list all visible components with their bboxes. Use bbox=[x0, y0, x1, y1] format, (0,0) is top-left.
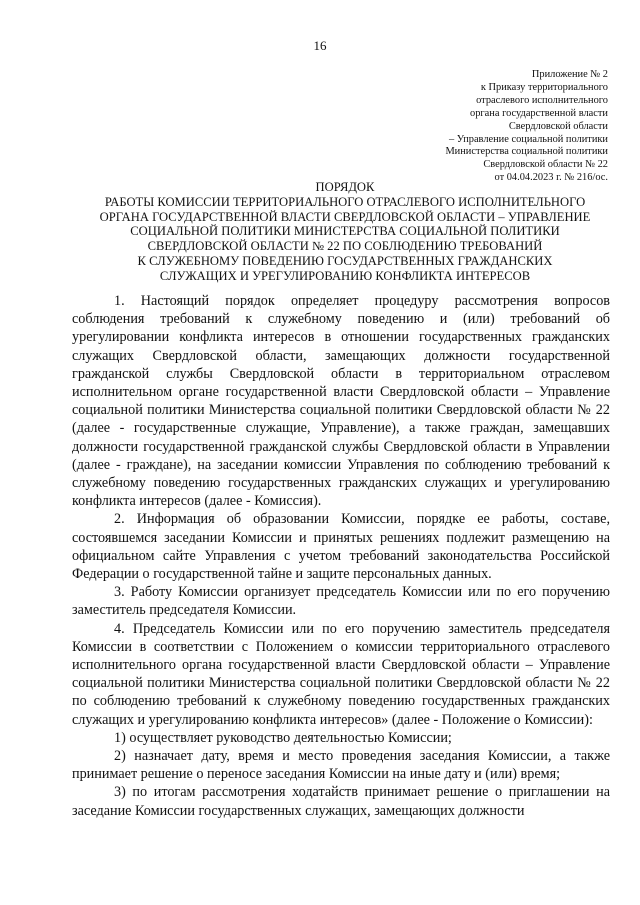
appendix-line: Министерства социальной политики bbox=[445, 146, 608, 158]
title-line: ПОРЯДОК bbox=[315, 180, 375, 194]
paragraph-1: 1. Настоящий порядок определяет процедуру рассмотрения вопросов соблюдения требований к служебному поведению и (или) требований об урегулировании конфликта интересов в отношении государственных гражданских служащих Свердловской области, замещающих должности государственной гражданской службы Свердловской области в территориальном отраслевом исполнительном органе государственной власти Свердловской области – Управление социальной политики Министерства социальной политики Свердловской области № 22 (далее - государственные служащие, Управление), а также граждан, замещавших должности государственной гражданской службы Свердловской области в Управлении (далее - граждане), на заседании комиссии Управления по соблюдению требований к служебному поведению государственных гражданских служащих и урегулированию конфликта интересов (далее - Комиссия). bbox=[72, 293, 610, 510]
paragraph-2: 2. Информация об образовании Комиссии, порядке ее работы, составе, состоявшемся заседании Комиссии и принятых решениях подлежит размещению на официальном сайте Управления с учетом требований законодательства Российской Федерации о государственной тайне и защите персональных данных. bbox=[72, 511, 610, 583]
document-body bbox=[72, 292, 610, 820]
list-item-2: 2) назначает дату, время и место проведения заседания Комиссии, а также принимает решение о переносе заседания Комиссии на иные дату и (или) время; bbox=[72, 748, 610, 783]
appendix-line: от 04.04.2023 г. № 216/ос. bbox=[494, 172, 608, 184]
appendix-line: Свердловской области № 22 bbox=[483, 159, 608, 171]
page-number: 16 bbox=[313, 38, 327, 53]
title-line: ОРГАНА ГОСУДАРСТВЕННОЙ ВЛАСТИ СВЕРДЛОВСКОЙ ОБЛАСТИ – УПРАВЛЕНИЕ bbox=[99, 209, 591, 224]
paragraph-3: 3. Работу Комиссии организует председатель Комиссии или по его поручению заместитель председателя Комиссии. bbox=[72, 584, 610, 619]
appendix-line: – Управление социальной политики bbox=[448, 133, 608, 145]
appendix-line: органа государственной власти bbox=[470, 107, 608, 119]
appendix-line: Свердловской области bbox=[508, 120, 608, 132]
appendix-header bbox=[368, 69, 608, 185]
appendix-line: к Приказу территориального bbox=[480, 81, 608, 93]
appendix-line: Приложение № 2 bbox=[531, 69, 608, 80]
title-line: СВЕРДЛОВСКОЙ ОБЛАСТИ № 22 ПО СОБЛЮДЕНИЮ ТРЕБОВАНИЙ bbox=[147, 239, 543, 254]
document-title bbox=[60, 180, 630, 284]
title-line: СОЦИАЛЬНОЙ ПОЛИТИКИ МИНИСТЕРСТВА СОЦИАЛЬНОЙ ПОЛИТИКИ bbox=[130, 224, 560, 239]
paragraph-4: 4. Председатель Комиссии или по его поручению заместитель председателя Комиссии в соответствии с Положением о комиссии территориального отраслевого исполнительного органа государственной власти Свердловской области – Управление социальной политики Министерства социальной политики Свердловской области № 22 по соблюдению требований к служебному поведению государственных гражданских служащих и урегулированию конфликта интересов» (далее - Положение о Комиссии): bbox=[72, 620, 610, 728]
title-line: К СЛУЖЕБНОМУ ПОВЕДЕНИЮ ГОСУДАРСТВЕННЫХ ГРАЖДАНСКИХ bbox=[137, 253, 553, 268]
list-item-3: 3) по итогам рассмотрения ходатайств принимает решение о приглашении на заседание Комиссии государственных служащих, замещающих должности bbox=[72, 784, 610, 819]
title-line: РАБОТЫ КОМИССИИ ТЕРРИТОРИАЛЬНОГО ОТРАСЛЕВОГО ИСПОЛНИТЕЛЬНОГО bbox=[104, 194, 586, 209]
appendix-line: отраслевого исполнительного bbox=[476, 94, 608, 106]
list-item-1: 1) осуществляет руководство деятельностью Комиссии; bbox=[114, 729, 452, 746]
title-line: СЛУЖАЩИХ И УРЕГУЛИРОВАНИЮ КОНФЛИКТА ИНТЕРЕСОВ bbox=[159, 268, 531, 283]
